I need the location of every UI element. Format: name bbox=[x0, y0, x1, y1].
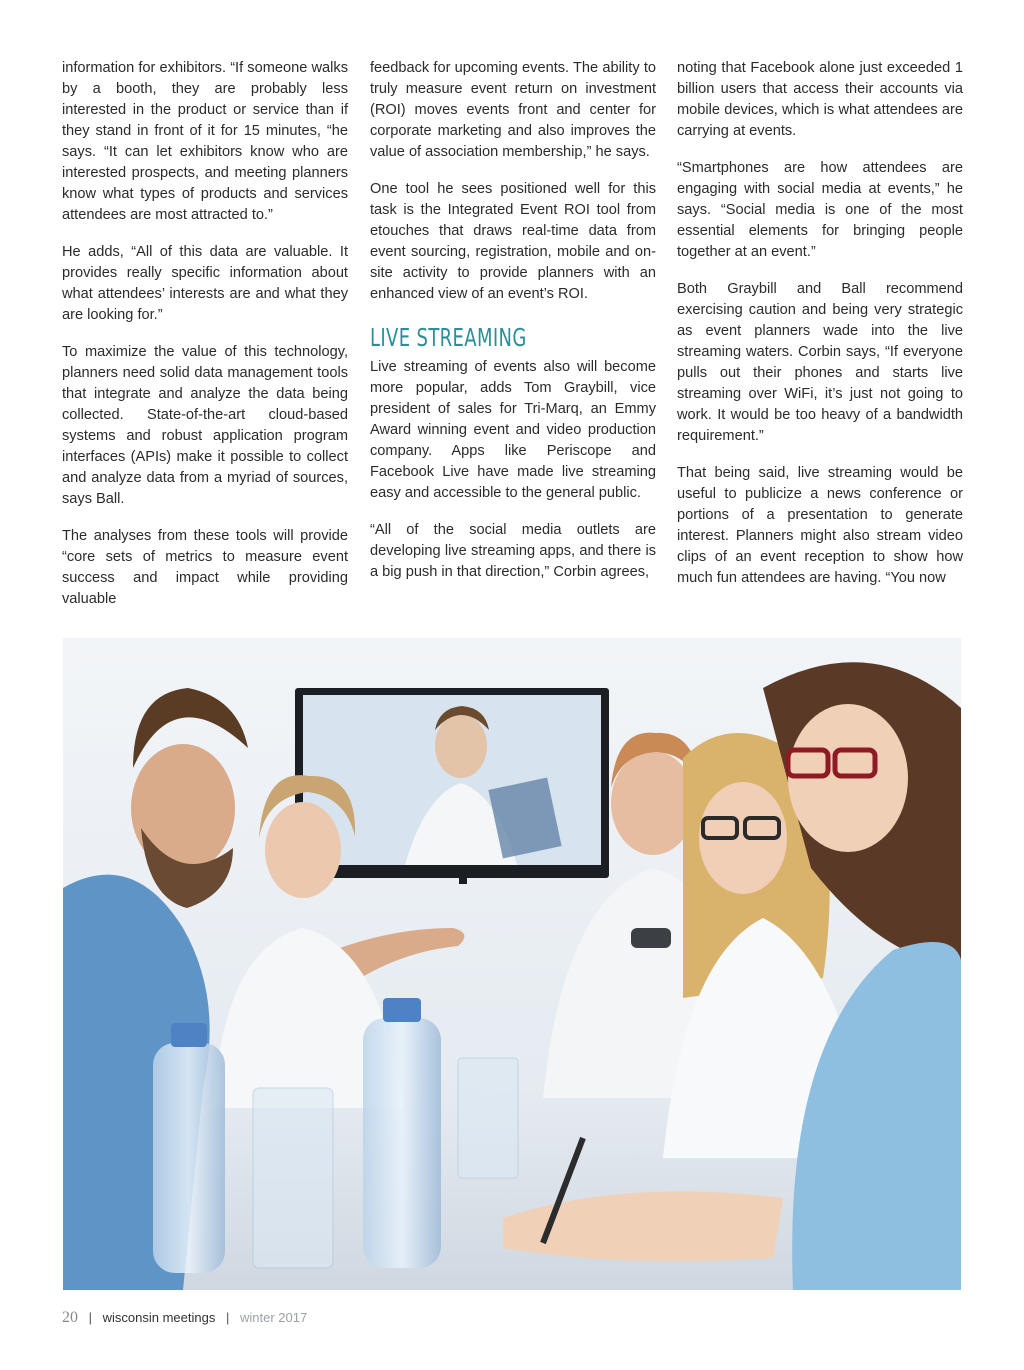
paragraph: One tool he sees positioned well for this task is the Integrated Event ROI tool from etouches that draws real-time data from event sourcing, registration, mobile and on-site activity to provide planners with an enhanced view of an event’s ROI. bbox=[370, 181, 656, 302]
paragraph: Both Graybill and Ball recommend exercising caution and being very strategic as event planners wade into the live streaming waters. Corbin says, “If everyone pulls out their phones and starts live streaming over WiFi, it’s just not going to work. It would be too heavy of a bandwidth requirement.” bbox=[677, 281, 963, 444]
paragraph: “Smartphones are how attendees are engaging with social media at events,” he says. “Social media is one of the most essential elements for bringing people together at an event.” bbox=[677, 160, 963, 260]
paragraph: That being said, live streaming would be useful to publicize a news conference or portions of a presentation to generate interest. Planners might also stream video clips of an event reception to show how much fun attendees are having. “You now bbox=[677, 465, 963, 586]
page-footer bbox=[62, 1309, 307, 1327]
meeting-photo bbox=[63, 638, 961, 1290]
issue-label: winter 2017 bbox=[240, 1310, 308, 1325]
paragraph: “All of the social media outlets are developing live streaming apps, and there is a big push in that direction,” Corbin agrees, bbox=[370, 522, 656, 580]
paragraph: noting that Facebook alone just exceeded 1 billion users that access their accounts via mobile devices, which is what attendees are carrying at events. bbox=[677, 60, 963, 139]
page-number: 20 bbox=[62, 1309, 78, 1326]
publication-name: wisconsin meetings bbox=[102, 1310, 216, 1325]
footer-separator: | bbox=[88, 1310, 93, 1325]
article-column-1 bbox=[62, 58, 348, 626]
article-column-2 bbox=[370, 58, 656, 599]
footer-separator: | bbox=[225, 1310, 230, 1325]
section-heading: LIVE STREAMING bbox=[370, 323, 527, 352]
paragraph: To maximize the value of this technology, planners need solid data management tools that integrate and analyze the data being collected. State-of-the-art cloud-based systems and robust application program interfaces (APIs) make it possible to collect and analyze data from a myriad of sources, says Ball. bbox=[62, 344, 348, 507]
paragraph: Live streaming of events also will become more popular, adds Tom Graybill, vice president of sales for Tri-Marq, an Emmy Award winning event and video production company. Apps like Periscope and Facebook Live have made live streaming easy and accessible to the general public. bbox=[370, 359, 656, 501]
paragraph: information for exhibitors. “If someone walks by a booth, they are probably less interested in the product or service than if they stand in front of it for 15 minutes, “he says. “It can let exhibitors know who are interested prospects, and meeting planners know what types of products and services attendees are most attracted to.” bbox=[62, 60, 348, 223]
article-column-3 bbox=[677, 58, 963, 605]
paragraph: He adds, “All of this data are valuable. It provides really specific information about what attendees’ interests are and what they are looking for.” bbox=[62, 244, 348, 323]
video-screen bbox=[295, 688, 609, 884]
paragraph: The analyses from these tools will provide “core sets of metrics to measure event success and impact while providing valuable bbox=[62, 528, 348, 607]
paragraph: feedback for upcoming events. The ability to truly measure event return on investment (ROI) moves events front and center for corporate marketing and also improves the value of association membership,” he says. bbox=[370, 60, 656, 160]
